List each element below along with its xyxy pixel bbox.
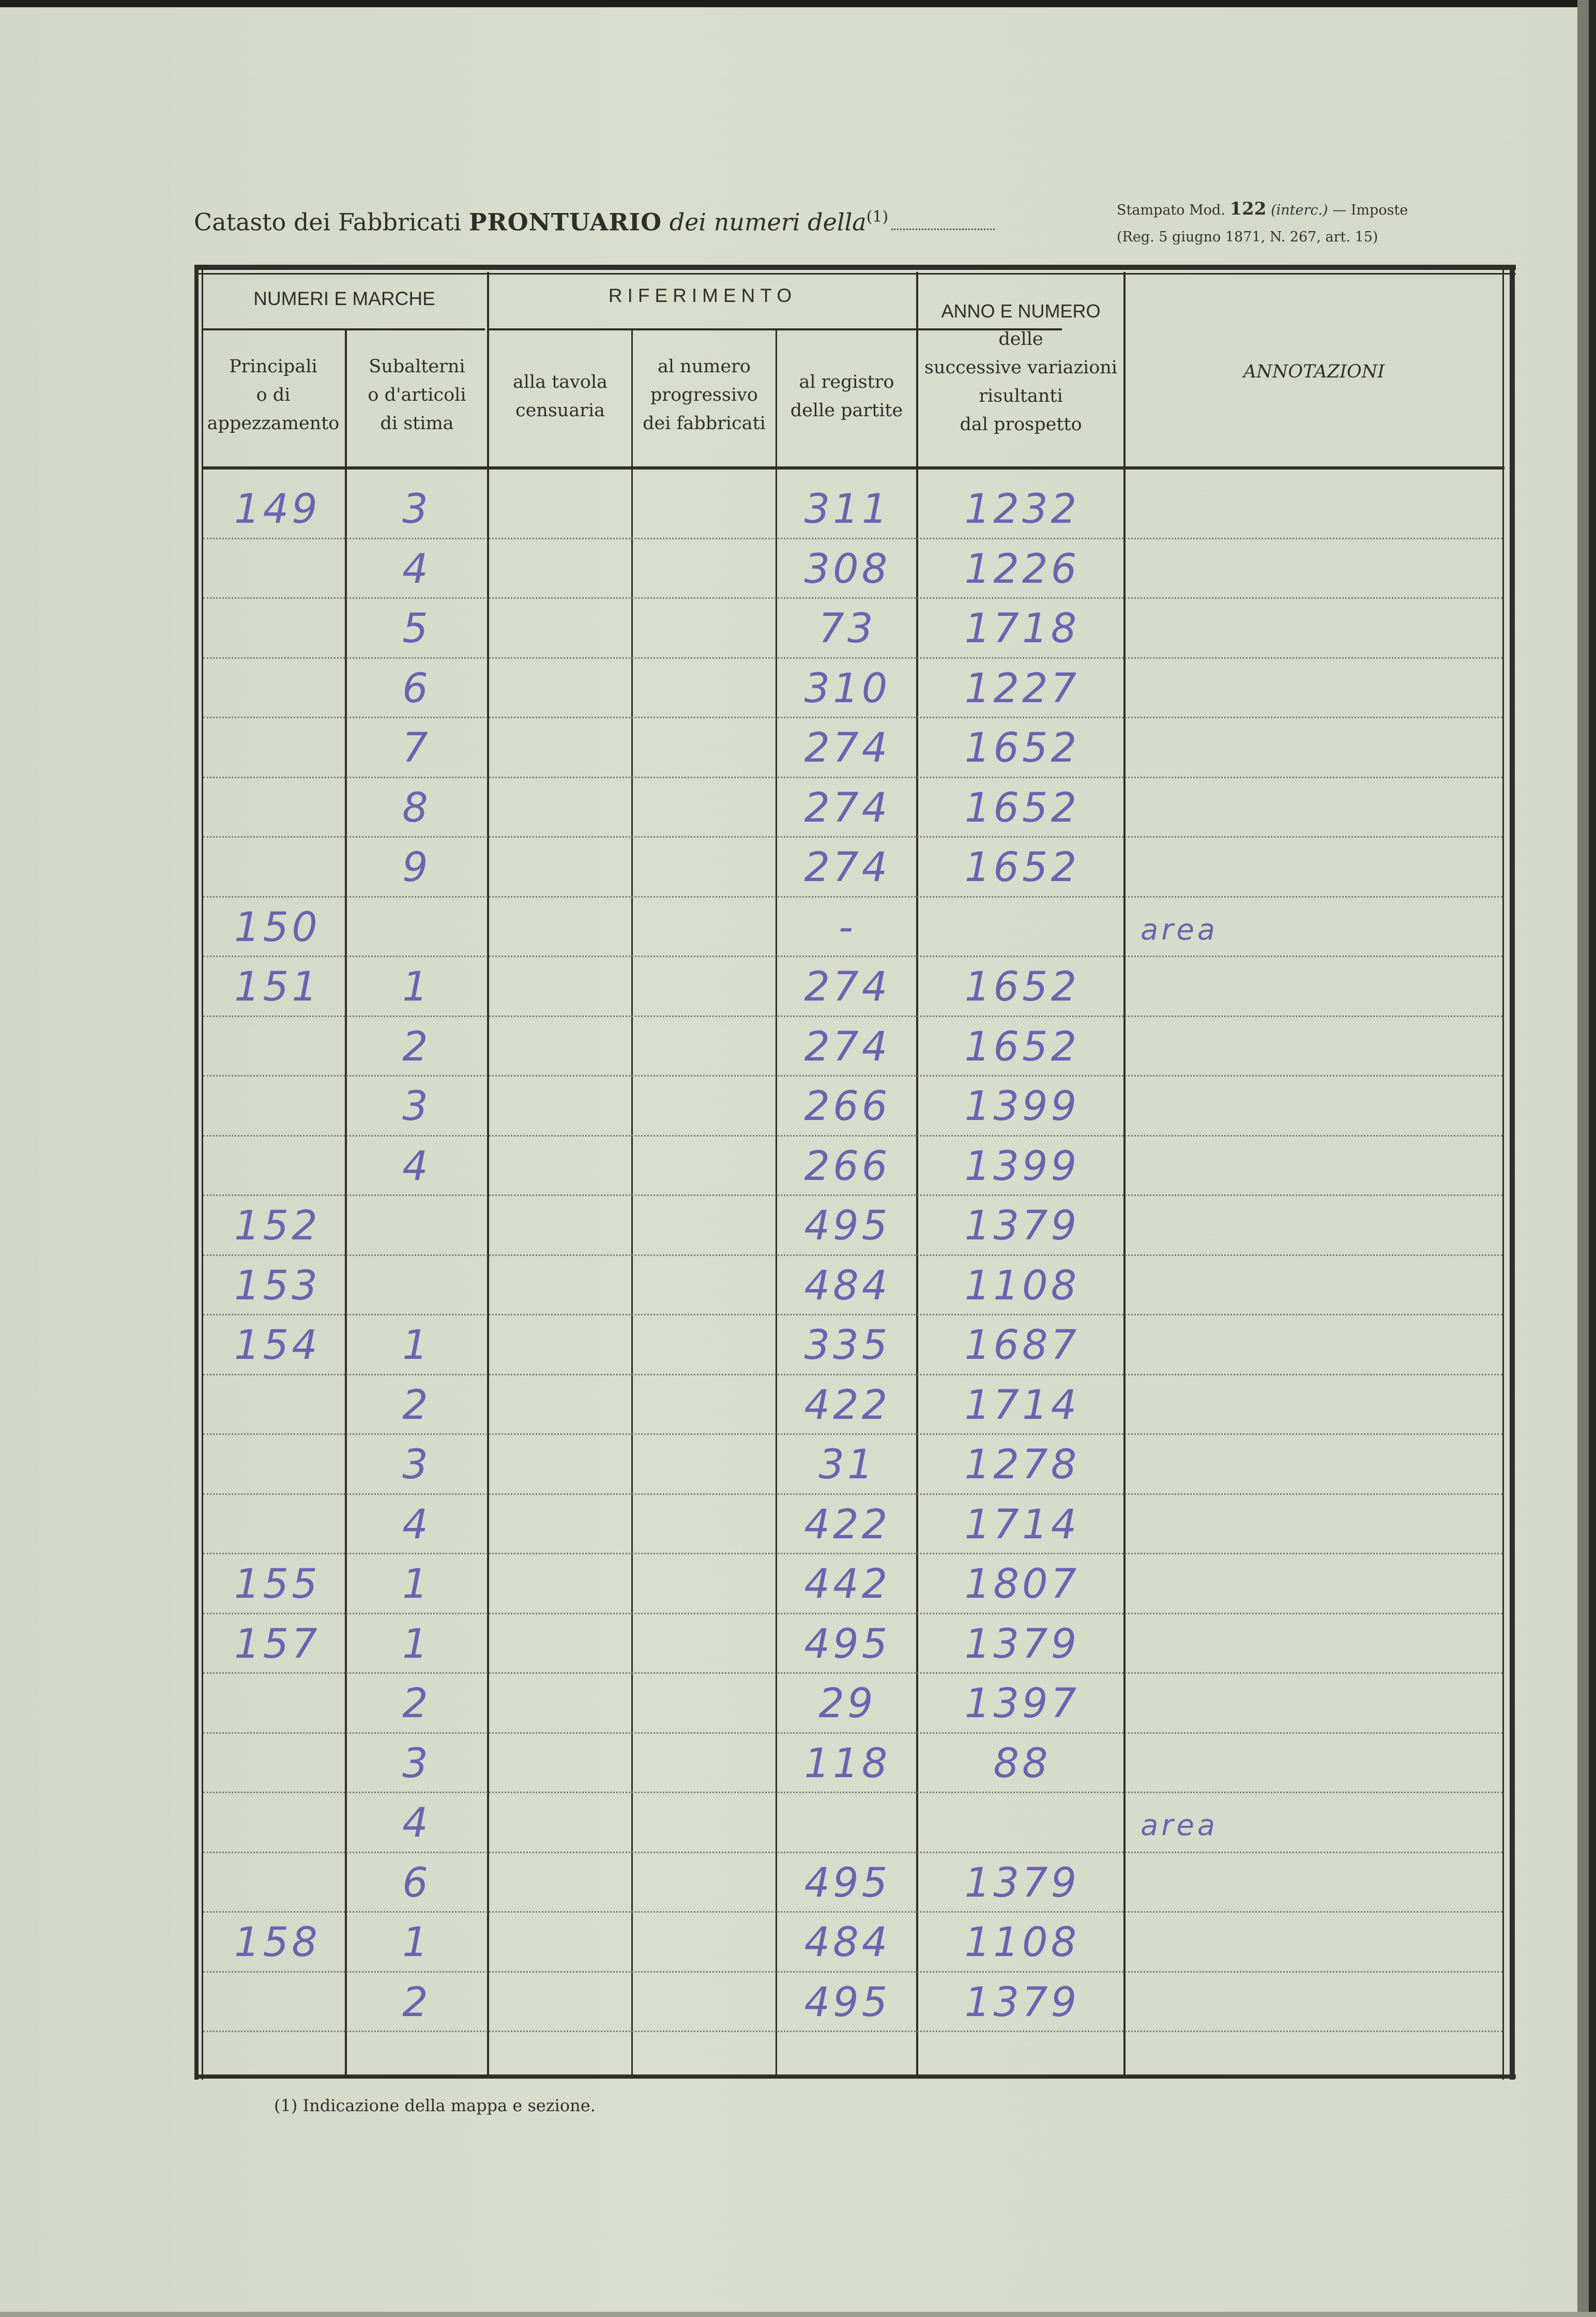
cell-registro: 29 [818,1680,876,1727]
cell-anno: 1714 [964,1382,1080,1429]
row-rule [203,1135,1502,1137]
title-blank-line [891,229,995,230]
print-stamp [1117,195,1408,251]
cell-subalterno: 4 [402,546,431,593]
cell-registro: 73 [818,605,876,652]
title-italic: dei numeri della [669,208,867,236]
header-principali: Principali o di appezzamento [207,356,340,434]
cell-subalterno: 9 [402,844,431,891]
cell-registro: 310 [804,665,891,712]
cell-principale: 149 [234,486,321,533]
cell-registro: 442 [804,1561,891,1608]
row-rule [203,956,1502,957]
row-rule [203,1016,1502,1017]
col-sep-5 [916,272,918,2078]
cell-registro: 274 [804,1023,891,1070]
table-right-border [1510,265,1515,2080]
stamp-mod-number: 122 [1229,199,1267,219]
cell-anno: 1652 [964,1023,1080,1070]
row-rule [203,538,1502,539]
form-title [194,208,995,236]
row-rule [203,1314,1502,1315]
cell-registro: 118 [804,1740,891,1787]
cell-principale: 151 [234,964,321,1010]
cell-anno: 1718 [964,605,1080,652]
cell-registro: 274 [804,725,891,771]
cell-anno: 1278 [964,1442,1080,1488]
cell-registro: 495 [804,1979,891,2026]
row-rule [203,1374,1502,1375]
row-rule [203,777,1502,778]
cell-anno: 1232 [964,486,1080,533]
row-rule [203,2031,1502,2032]
cell-anno: 1108 [964,1919,1080,1966]
col-sep-2 [487,272,489,2078]
cell-subalterno: 4 [402,1800,431,1846]
row-rule [203,657,1502,659]
cell-anno: 1399 [964,1083,1080,1130]
cell-anno: 88 [993,1740,1051,1787]
header-riferimento: RIFERIMENTO [608,285,797,306]
col-sep-1 [345,330,347,2078]
header-registro: al registro delle partite [790,372,903,421]
cell-subalterno: 1 [402,1322,431,1369]
cell-subalterno: 2 [402,1023,431,1070]
cell-subalterno: 2 [402,1680,431,1727]
stamp-mod-label: Stampato Mod. [1117,202,1225,218]
cell-registro: 308 [804,546,891,593]
row-rule [203,1194,1502,1196]
title-prontuario: PRONTUARIO [468,208,662,236]
cell-registro: - [838,904,857,951]
col-sep-3 [631,330,633,2078]
footnote: (1) Indicazione della mappa e sezione. [274,2096,596,2115]
row-rule [203,1613,1502,1614]
row-rule [203,896,1502,898]
cell-registro: 274 [804,964,891,1010]
prontuario-table [194,265,1516,2080]
cell-principale: 158 [234,1919,321,1966]
cell-registro: 274 [804,784,891,831]
cell-subalterno: 1 [402,964,431,1010]
row-rule [203,717,1502,718]
table-right-border-inner [1502,265,1504,2080]
cell-registro: 266 [804,1083,891,1130]
header-progressivo: al numero progressivo dei fabbricati [643,356,766,434]
row-rule [203,1553,1502,1554]
row-rule [203,1672,1502,1674]
cell-subalterno: 6 [402,1859,431,1906]
header-subalterni: Subalterni o d'articoli di stima [368,356,466,434]
cell-anno: 1379 [964,1621,1080,1668]
row-rule [203,1971,1502,1973]
cell-principale: 155 [234,1561,321,1608]
row-rule [203,1852,1502,1853]
cell-subalterno: 5 [402,605,431,652]
cell-subalterno: 1 [402,1561,431,1608]
cell-anno: 1379 [964,1979,1080,2026]
cell-subalterno: 2 [402,1979,431,2026]
cell-principale: 157 [234,1621,321,1668]
row-rule [203,1075,1502,1077]
cell-anno: 1397 [964,1680,1080,1727]
table-left-border-inner [202,265,203,2080]
cell-registro: 335 [804,1322,891,1369]
title-footnote-ref: (1) [866,208,889,226]
row-rule [203,1254,1502,1256]
cell-registro: 484 [804,1262,891,1309]
cell-registro: 266 [804,1143,891,1190]
cell-registro: 495 [804,1859,891,1906]
cell-subalterno: 7 [402,725,431,771]
cell-subalterno: 2 [402,1382,431,1429]
col-sep-4 [776,330,777,2078]
cell-subalterno: 1 [402,1621,431,1668]
header-numeri-e-marche: NUMERI E MARCHE [253,288,435,309]
col-sep-6 [1123,272,1126,2078]
cell-principale: 152 [234,1203,321,1249]
scan-edge-top [0,0,1596,7]
cell-anno: 1652 [964,964,1080,1010]
cell-anno: 1399 [964,1143,1080,1190]
cell-anno: 1714 [964,1501,1080,1548]
cell-registro: 422 [804,1382,891,1429]
table-left-border [194,265,199,2080]
cell-annotazione: area [1141,913,1219,947]
row-rule [203,1493,1502,1495]
cell-registro: 484 [804,1919,891,1966]
cell-anno: 1652 [964,784,1080,831]
cell-principale: 154 [234,1322,321,1369]
scan-edge-right-dark [1589,0,1596,2317]
stamp-regulation: (Reg. 5 giugno 1871, N. 267, art. 15) [1117,229,1378,245]
cell-anno: 1687 [964,1322,1080,1369]
cell-anno: 1226 [964,546,1080,593]
cell-principale: 153 [234,1262,321,1309]
stamp-mod-interc: (interc.) [1271,202,1328,218]
row-rule [203,1911,1502,1913]
stamp-imposte: — Imposte [1332,202,1408,218]
cell-subalterno: 3 [402,1740,431,1787]
header-tavola: alla tavola censuaria [512,372,608,421]
header-annotazioni: ANNOTAZIONI [1243,361,1385,382]
row-rule [203,836,1502,838]
row-rule [203,1433,1502,1435]
header-anno-numero: ANNO E NUMERO delle successive variazioni risultanti dal prospetto [924,300,1118,435]
cell-anno: 1807 [964,1561,1080,1608]
cell-anno: 1108 [964,1262,1080,1309]
cell-anno: 1379 [964,1203,1080,1249]
cell-anno: 1379 [964,1859,1080,1906]
cell-anno: 1652 [964,844,1080,891]
cell-registro: 422 [804,1501,891,1548]
row-rule [203,597,1502,599]
cell-registro: 31 [818,1442,876,1488]
cell-subalterno: 8 [402,784,431,831]
cell-subalterno: 4 [402,1501,431,1548]
cell-registro: 495 [804,1621,891,1668]
title-catasto: Catasto dei Fabbricati [194,208,462,236]
cell-anno: 1227 [964,665,1080,712]
table-bottom-border [194,2074,1516,2079]
cell-subalterno: 6 [402,665,431,712]
group-numeri-rule [202,328,485,330]
cell-registro: 311 [804,486,891,533]
cell-subalterno: 1 [402,1919,431,1966]
cell-anno: 1652 [964,725,1080,771]
cell-registro: 274 [804,844,891,891]
cell-annotazione: area [1141,1809,1219,1842]
scan-edge-bottom [0,2312,1596,2317]
cell-subalterno: 3 [402,1442,431,1488]
cell-principale: 150 [234,904,321,951]
cell-registro: 495 [804,1203,891,1249]
header-bottom-rule [202,466,1504,470]
cell-subalterno: 3 [402,1083,431,1130]
table-top-border-inner [194,273,1516,275]
table-top-border [194,265,1516,270]
cell-subalterno: 4 [402,1143,431,1190]
cell-subalterno: 3 [402,486,431,533]
row-rule [203,1732,1502,1734]
row-rule [203,1792,1502,1793]
